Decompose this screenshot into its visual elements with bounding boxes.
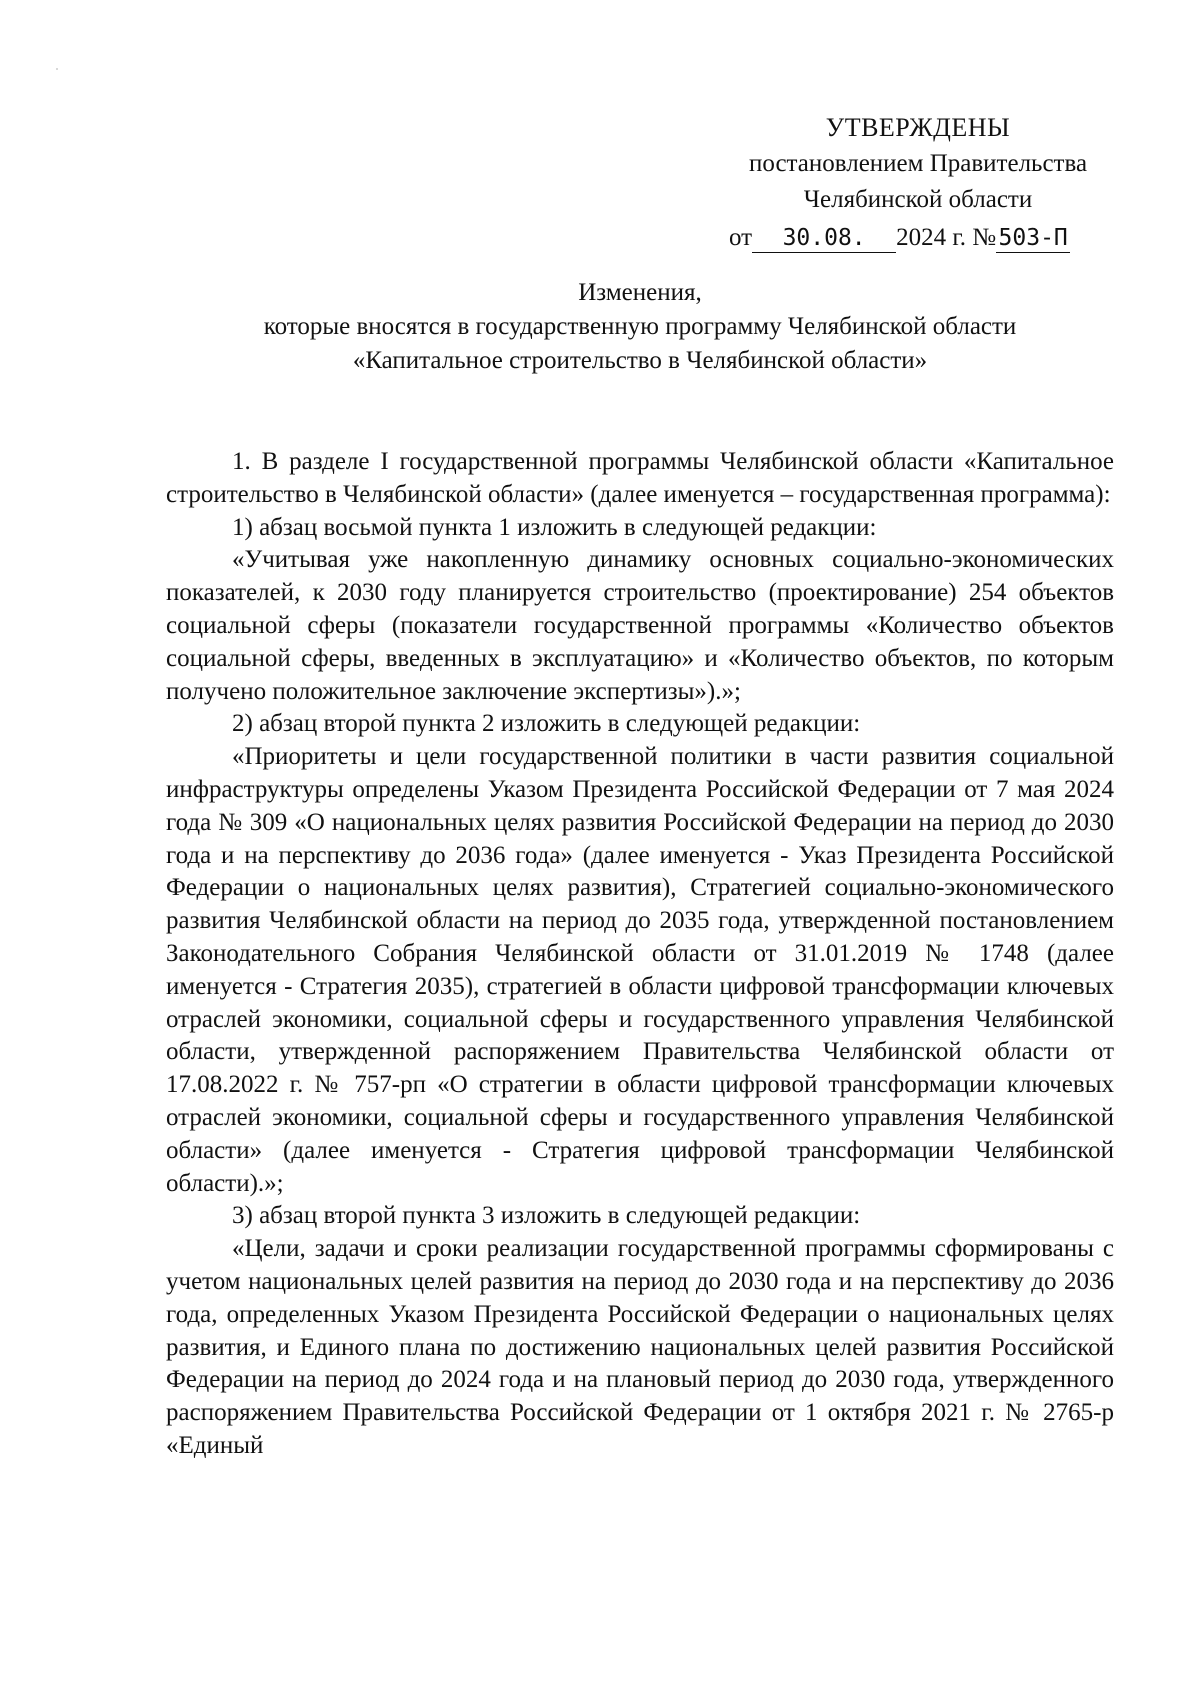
document-heading: [166, 276, 1114, 378]
document-body: [166, 446, 1114, 1463]
approval-line-1: постановлением Правительства: [748, 150, 1088, 177]
paragraph-6: 3) абзац второй пункта 3 изложить в следующей редакции:: [232, 1202, 861, 1230]
heading-line-3: «Капитальное строительство в Челябинской области»: [352, 347, 928, 374]
year-text: 2024 г. №: [896, 224, 997, 251]
approval-date-line: [722, 220, 1114, 256]
approval-title: УТВЕРЖДЕНЫ: [825, 113, 1011, 142]
approval-block: [722, 110, 1114, 256]
paragraph-3: «Учитывая уже накопленную динамику основных социально-экономических показателей, к 2030 году планируется строительство (проектирование) 254 объектов социальной сферы (показатели государственной программы «Количество объектов социальной сферы, введенных в эксплуатацию» и «Количество объектов, по которым получено положительное заключение экспертизы»).»;: [166, 546, 1114, 705]
approval-line-2: Челябинской области: [803, 186, 1033, 213]
paragraph-7: «Цели, задачи и сроки реализации государственной программы сформированы с учетом национальных целей развития на период до 2030 года и на перспективу до 2036 года, определенных Указом Президента Российской Федерации о национальных целях развития, и Единого плана по достижению национальных целей развития Российской Федерации на период до 2024 года и на плановый период до 2030 года, утвержденного распоряжением Правительства Российской Федерации от 1 октября 2021 г. № 2765-р «Единый: [166, 1235, 1114, 1459]
paragraph-1: 1. В разделе I государственной программы Челябинской области «Капитальное строительство в Челябинской области» (далее именуется – государственная программа):: [166, 448, 1114, 508]
scan-speck: [56, 68, 58, 70]
heading-line-1: Изменения,: [578, 279, 702, 306]
date-field: 30.08.: [752, 224, 896, 253]
paragraph-2: 1) абзац восьмой пункта 1 изложить в следующей редакции:: [232, 513, 877, 541]
paragraph-4: 2) абзац второй пункта 2 изложить в следующей редакции:: [232, 710, 861, 738]
heading-line-2: которые вносятся в государственную программу Челябинской области: [263, 313, 1017, 340]
paragraph-5: «Приоритеты и цели государственной политики в части развития социальной инфраструктуры определены Указом Президента Российской Федерации от 7 мая 2024 года № 309 «О национальных целях развития Российской Федерации на период до 2030 года и на перспективу до 2036 года» (далее именуется - Указ Президента Российской Федерации о национальных целях развития), Стратегией социально-экономического развития Челябинской области на период до 2035 года, утвержденной постановлением Законодательного Собрания Челябинской области от 31.01.2019 № 1748 (далее именуется - Стратегия 2035), стратегией в области цифровой трансформации ключевых отраслей экономики, социальной сферы и государственного управления Челябинской области, утвержденной распоряжением Правительства Челябинской области от 17.08.2022 г. № 757-рп «О стратегии в области цифровой трансформации ключевых отраслей экономики, социальной сферы и государственного управления Челябинской области» (далее именуется - Стратегия цифровой трансформации Челябинской области).»;: [166, 743, 1114, 1197]
number-field: 503-П: [996, 224, 1070, 253]
date-prefix: от: [729, 224, 753, 251]
